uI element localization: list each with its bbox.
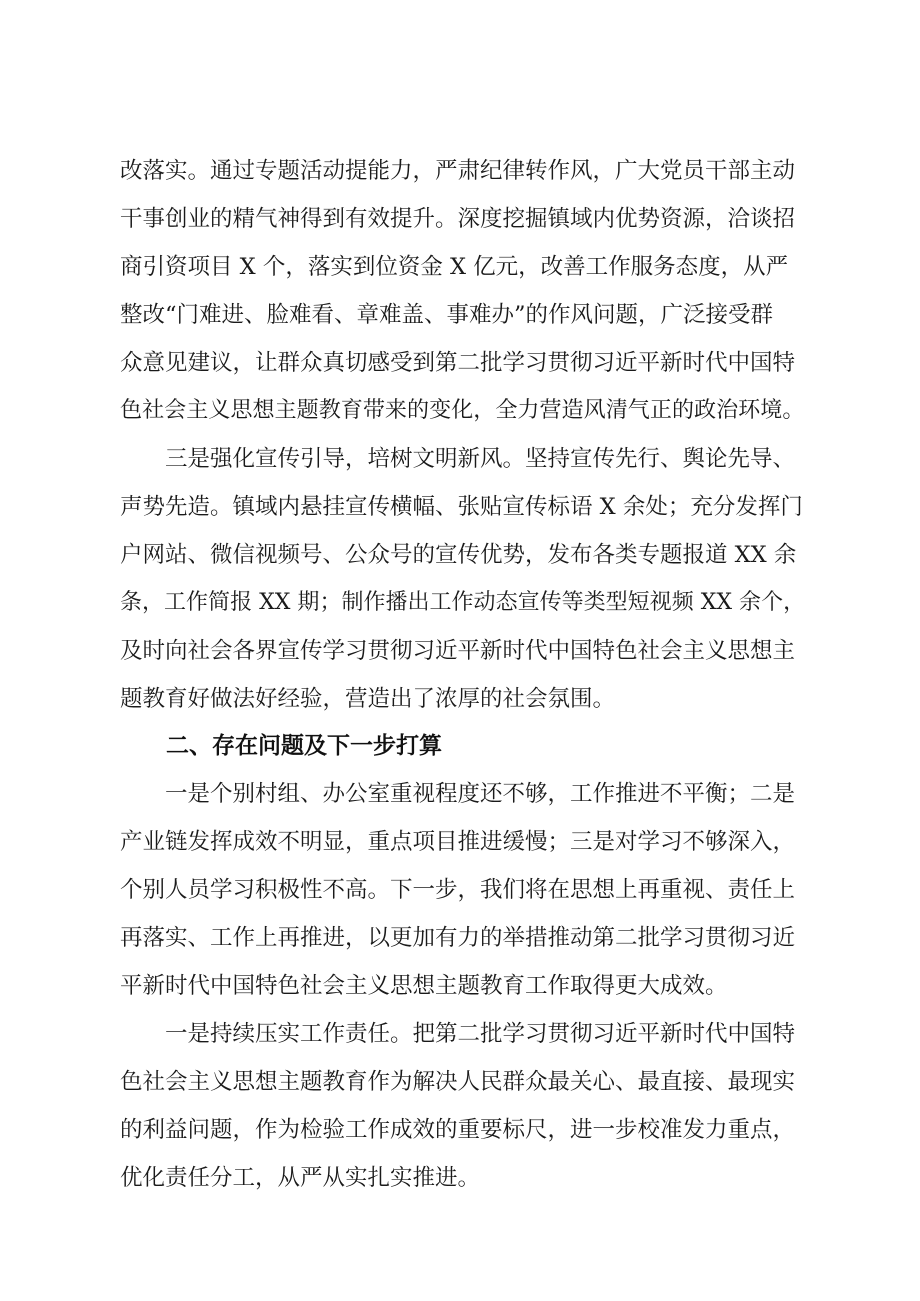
text-line: 声势先造。镇域内悬挂宣传横幅、张贴宣传标语 X 余处；充分发挥门 xyxy=(120,494,803,520)
text-line: 色社会主义思想主题教育带来的变化，全力营造风清气正的政治环境。 xyxy=(120,398,805,423)
text-line: 整改“门难进、脸难看、章难盖、事难办”的作风问题，广泛接受群 xyxy=(120,302,774,328)
text-line: 户网站、微信视频号、公众号的宣传优势，发布各类专题报道 XX 余 xyxy=(120,542,797,568)
text-line: 产业链发挥成效不明显，重点项目推进缓慢；三是对学习不够深入， xyxy=(120,829,796,855)
text-line: 再落实、工作上再推进，以更加有力的举措推动第二批学习贯彻习近 xyxy=(120,925,796,951)
text-line: 题教育好做法好经验，营造出了浓厚的社会氛围。 xyxy=(120,686,616,712)
text-line: 改落实。通过专题活动提能力，严肃纪律转作风，广大党员干部主动 xyxy=(120,158,796,184)
text-line: 众意见建议，让群众真切感受到第二批学习贯彻习近平新时代中国特 xyxy=(120,350,796,376)
text-line: 商引资项目 X 个，落实到位资金 X 亿元，改善工作服务态度，从严 xyxy=(120,254,789,280)
text-line: 三是强化宣传引导，培树文明新风。坚持宣传先行、舆论先导、 xyxy=(120,446,796,472)
text-line: 条，工作简报 XX 期；制作播出工作动态宣传等类型短视频 XX 余个， xyxy=(120,590,806,615)
text-line: 个别人员学习积极性不高。下一步，我们将在思想上再重视、责任上 xyxy=(120,877,796,903)
text-line: 一是个别村组、办公室重视程度还不够，工作推进不平衡；二是 xyxy=(120,781,796,807)
text-line: 的利益问题，作为检验工作成效的重要标尺，进一步校准发力重点， xyxy=(120,1117,796,1143)
text-line: 色社会主义思想主题教育作为解决人民群众最关心、最直接、最现实 xyxy=(120,1069,796,1095)
text-line: 干事创业的精气神得到有效提升。深度挖掘镇域内优势资源，洽谈招 xyxy=(120,206,796,232)
text-line: 平新时代中国特色社会主义思想主题教育工作取得更大成效。 xyxy=(120,973,728,999)
text-line: 及时向社会各界宣传学习贯彻习近平新时代中国特色社会主义思想主 xyxy=(120,638,796,664)
section-heading: 二、存在问题及下一步打算 xyxy=(120,733,442,759)
text-line: 优化责任分工，从严从实扎实推进。 xyxy=(120,1165,481,1191)
text-line: 一是持续压实工作责任。把第二批学习贯彻习近平新时代中国特 xyxy=(120,1021,796,1047)
